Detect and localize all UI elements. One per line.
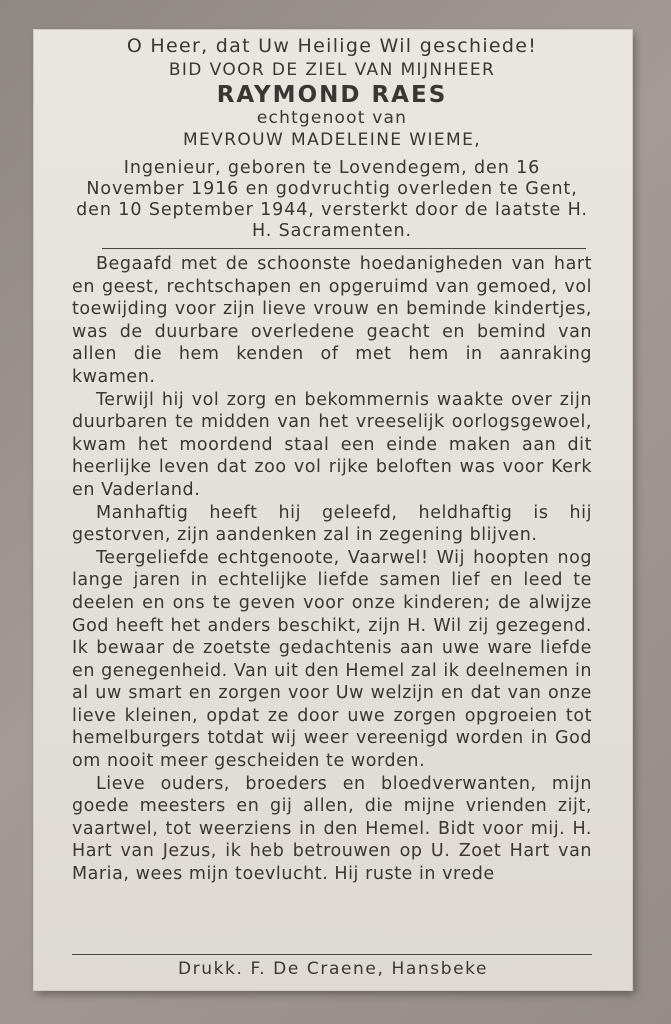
card-header [72, 30, 592, 152]
obituary-paragraph: Begaafd met de schoonste hoedanigheden van hart en geest, rechtschapen en opgeruimd van gemoed, vol toewijding voor zijn lieve vrouw en beminde kindertjes, was de duurbare overledene geacht en bemind van allen die hem kenden of met hem in aanraking kwamen. [72, 254, 592, 387]
obituary-paragraph: Terwijl hij vol zorg en bekommernis waakte over zijn duurbaren te midden van het vreeselijk oorlogsgewoel, kwam het moordend staal een einde maken aan dit heerlijke leven dat zoo vol rijke beloften was voor Kerk en Vaderland. [72, 389, 592, 500]
divider-bottom [72, 954, 592, 955]
spouse-intro: echtgenoot van [256, 108, 408, 128]
printer-credit: Drukk. F. De Craene, Hansbeke [177, 959, 489, 979]
prayer-request: BID VOOR DE ZIEL VAN MIJNHEER [168, 60, 496, 80]
memorial-card [34, 30, 632, 990]
invocation-text: O Heer, dat Uw Heilige Wil geschiede! [126, 35, 538, 57]
obituary-body [72, 253, 592, 886]
obituary-paragraph: Manhaftig heeft hij geleefd, heldhaftig is hij gestorven, zijn aandenken zal in zegening blijven. [72, 502, 592, 546]
divider-top [102, 248, 586, 249]
obituary-paragraph: Teergeliefde echtgenoote, Vaarwel! Wij hoopten nog lange jaren in echtelijke liefde samen lief en leed te deelen en ons te geven voor onze kinderen; de alwijze God heeft het anders beschikt, zijn H. Wil zij gezegend. Ik bewaar de zoetste gedachtenis aan uwe ware liefde en genegenheid. Van uit den Hemel zal ik deelnemen in al uw smart en zorgen voor Uw welzijn en dat van onze lieve kleinen, opdat ze door uwe zorgen opgroeien tot hemelburgers totdat wij weer vereenigd worden in God om nooit meer gescheiden te worden. [72, 547, 592, 772]
obituary-paragraph: Lieve ouders, broeders en bloedverwanten, mijn goede meesters en gij allen, die mijne vrienden zijt, vaartwel, tot weerziens in den Hemel. Bidt voor mij. H. Hart van Jezus, ik heb betrouwen op U. Zoet Hart van Maria, wees mijn toevlucht. Hij ruste in vrede [72, 773, 592, 885]
deceased-name: RAYMOND RAES [216, 82, 448, 108]
biography-text: Ingenieur, geboren te Lovendegem, den 16 November 1916 en godvruchtig overleden te Gent, den 10 September 1944, versterkt door de laatste H. H. Sacramenten. [76, 158, 588, 241]
spouse-name: MEVROUW MADELEINE WIEME, [182, 130, 482, 150]
